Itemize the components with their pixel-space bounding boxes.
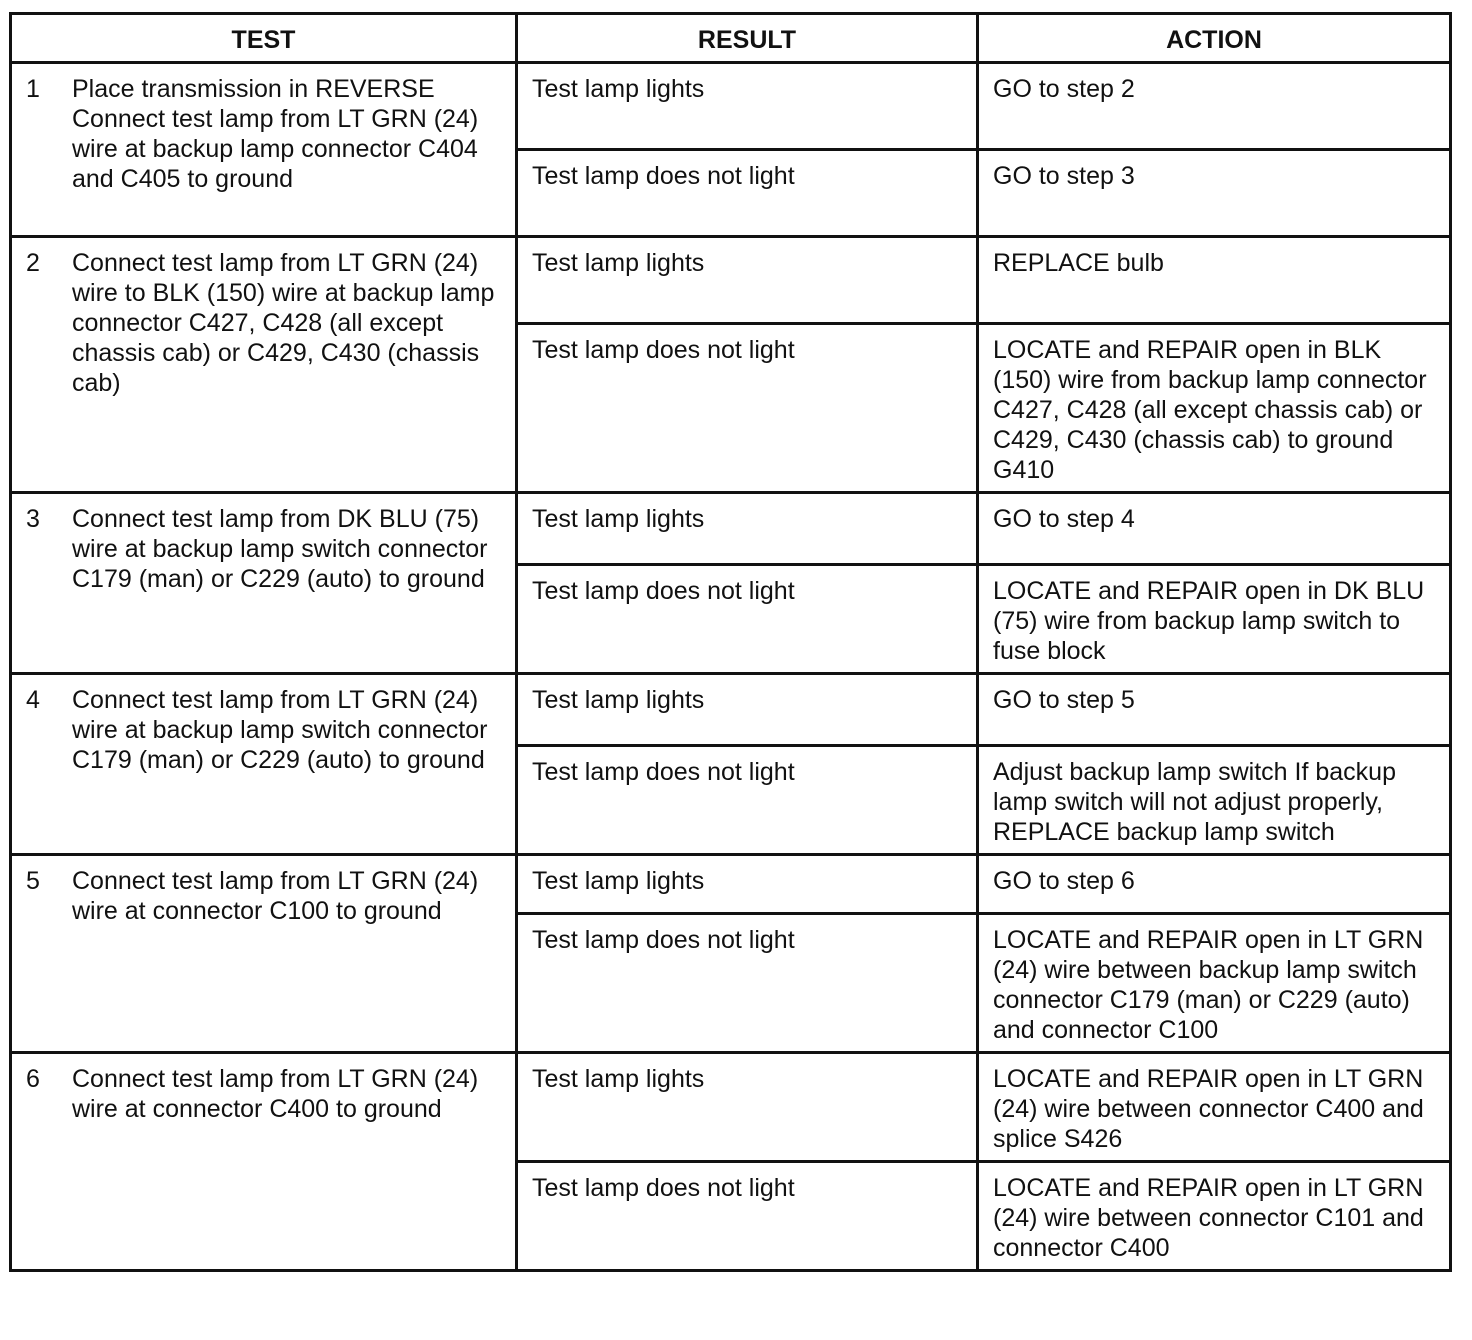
test-text: Connect test lamp from LT GRN (24) wire at connector C100 to ground xyxy=(72,867,479,925)
table-row xyxy=(11,493,1451,565)
test-cell xyxy=(11,63,517,237)
action-cell: GO to step 2 xyxy=(978,63,1451,150)
test-cell xyxy=(11,237,517,493)
result-cell: Test lamp lights xyxy=(517,237,978,324)
header-test: TEST xyxy=(11,14,517,63)
result-cell: Test lamp does not light xyxy=(517,565,978,674)
test-text: Connect test lamp from DK BLU (75) wire at backup lamp switch connector C179 (man) or C229 (auto) to ground xyxy=(72,505,488,593)
action-cell: LOCATE and REPAIR open in DK BLU (75) wire from backup lamp switch to fuse block xyxy=(978,565,1451,674)
test-text: Connect test lamp from LT GRN (24) wire to BLK (150) wire at backup lamp connector C427, C428 (all except chassis cab) or C429, C430 (chassis cab) xyxy=(72,249,495,397)
action-cell: LOCATE and REPAIR open in LT GRN (24) wire between connector C101 and connector C400 xyxy=(978,1162,1451,1271)
step-number: 2 xyxy=(26,249,40,277)
result-cell: Test lamp does not light xyxy=(517,914,978,1053)
test-cell xyxy=(11,674,517,855)
step-number: 4 xyxy=(26,686,40,714)
header-row xyxy=(11,14,1451,63)
action-cell: GO to step 5 xyxy=(978,674,1451,746)
result-cell: Test lamp does not light xyxy=(517,324,978,493)
test-text: Place transmission in REVERSE Connect test lamp from LT GRN (24) wire at backup lamp connector C404 and C405 to ground xyxy=(72,75,479,193)
result-cell: Test lamp does not light xyxy=(517,150,978,237)
step-number: 1 xyxy=(26,75,40,103)
step-number: 5 xyxy=(26,867,40,895)
test-text: Connect test lamp from LT GRN (24) wire at connector C400 to ground xyxy=(72,1065,479,1123)
step-number: 6 xyxy=(26,1065,40,1093)
diagnostic-table-container xyxy=(9,12,1449,1272)
action-cell: GO to step 3 xyxy=(978,150,1451,237)
test-cell xyxy=(11,855,517,1053)
table-row xyxy=(11,1053,1451,1162)
result-cell: Test lamp lights xyxy=(517,674,978,746)
action-cell: GO to step 4 xyxy=(978,493,1451,565)
test-text: Connect test lamp from LT GRN (24) wire at backup lamp switch connector C179 (man) or C229 (auto) to ground xyxy=(72,686,488,774)
step-number: 3 xyxy=(26,505,40,533)
table-row xyxy=(11,63,1451,150)
test-cell xyxy=(11,1053,517,1271)
action-cell: GO to step 6 xyxy=(978,855,1451,914)
table-row xyxy=(11,237,1451,324)
result-cell: Test lamp lights xyxy=(517,1053,978,1162)
action-cell: LOCATE and REPAIR open in LT GRN (24) wire between connector C400 and splice S426 xyxy=(978,1053,1451,1162)
action-cell: Adjust backup lamp switch If backup lamp switch will not adjust properly, REPLACE backup lamp switch xyxy=(978,746,1451,855)
result-cell: Test lamp does not light xyxy=(517,1162,978,1271)
diagnostic-table xyxy=(9,12,1452,1272)
result-cell: Test lamp lights xyxy=(517,855,978,914)
table-row xyxy=(11,855,1451,914)
header-result: RESULT xyxy=(517,14,978,63)
action-cell: REPLACE bulb xyxy=(978,237,1451,324)
action-cell: LOCATE and REPAIR open in BLK (150) wire from backup lamp connector C427, C428 (all except chassis cab) or C429, C430 (chassis cab) to ground G410 xyxy=(978,324,1451,493)
result-cell: Test lamp does not light xyxy=(517,746,978,855)
result-cell: Test lamp lights xyxy=(517,63,978,150)
action-cell: LOCATE and REPAIR open in LT GRN (24) wire between backup lamp switch connector C179 (man) or C229 (auto) and connector C100 xyxy=(978,914,1451,1053)
header-action: ACTION xyxy=(978,14,1451,63)
result-cell: Test lamp lights xyxy=(517,493,978,565)
table-row xyxy=(11,674,1451,746)
test-cell xyxy=(11,493,517,674)
